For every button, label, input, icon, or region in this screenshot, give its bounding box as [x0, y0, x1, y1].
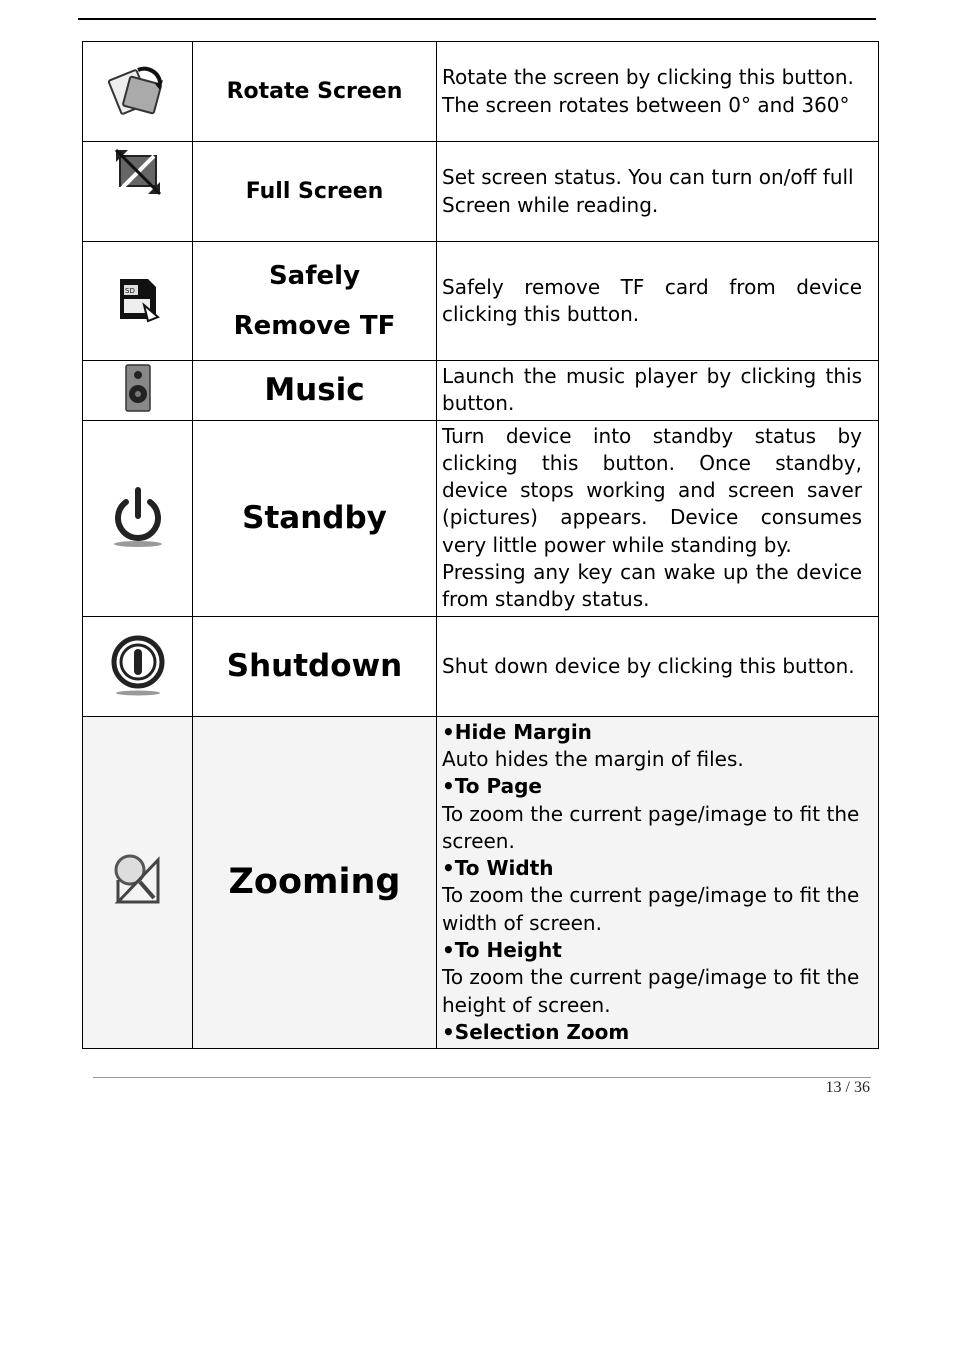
- feature-name: Music: [193, 361, 437, 421]
- description-paragraph: Pressing any key can wake up the device from standby status.: [442, 560, 862, 612]
- icon-cell: [83, 420, 193, 616]
- footer-rule: [93, 1077, 871, 1078]
- zoom-option-text: To zoom the current page/image to fit the height of screen.: [442, 965, 860, 1017]
- feature-description: Shut down device by clicking this button.: [437, 616, 879, 716]
- feature-description: Set screen status. You can turn on/off full Screen while reading.: [437, 142, 879, 242]
- table-row: [83, 142, 879, 242]
- feature-table: [82, 41, 879, 1049]
- feature-name: Rotate Screen: [193, 42, 437, 142]
- option-title: Hide Margin: [454, 719, 592, 744]
- zoom-option-text: To zoom the current page/image to fit the screen.: [442, 801, 860, 853]
- table-row: [83, 716, 879, 1049]
- feature-description: Rotate the screen by clicking this button. The screen rotates between 0° and 360°: [437, 42, 879, 142]
- option-title: To Height: [454, 938, 562, 963]
- svg-text:SD: SD: [124, 287, 135, 295]
- shutdown-icon: [108, 632, 168, 696]
- option-title: Selection Zoom: [454, 1019, 630, 1044]
- zoom-option-title: [442, 719, 862, 746]
- table-row: [83, 420, 879, 616]
- bullet: •: [442, 856, 455, 881]
- bullet: •: [442, 1019, 455, 1044]
- zoom-option-title: [442, 1019, 862, 1046]
- zoom-option-title: [442, 937, 862, 964]
- icon-cell: [83, 616, 193, 716]
- feature-name-line1: Safely: [268, 261, 361, 291]
- icon-cell: [83, 361, 193, 421]
- feature-name: [193, 242, 437, 361]
- rotate-screen-icon: [108, 60, 168, 120]
- top-rule: [78, 18, 876, 20]
- feature-name: Shutdown: [193, 616, 437, 716]
- bullet: •: [442, 774, 455, 799]
- bullet: •: [442, 719, 455, 744]
- feature-description: [437, 716, 879, 1049]
- feature-name: Zooming: [193, 716, 437, 1049]
- speaker-icon: [108, 363, 168, 413]
- bullet: •: [442, 938, 455, 963]
- power-icon: [108, 484, 168, 548]
- option-title: To Page: [454, 774, 542, 799]
- feature-name-line2: Remove TF: [233, 311, 396, 341]
- feature-description: Safely remove TF card from device clicking this button.: [437, 242, 879, 361]
- sd-card-icon: [108, 269, 168, 329]
- table-row: [83, 42, 879, 142]
- feature-name: Standby: [193, 420, 437, 616]
- zoom-icon: [108, 850, 168, 910]
- description-paragraph: Turn device into standby status by clicking this button. Once standby, device stops working and screen saver (pictures) appears. Device consumes very little power while standing by.: [442, 423, 862, 557]
- feature-description: Launch the music player by clicking this button.: [437, 361, 879, 421]
- zoom-option-text: To zoom the current page/image to fit the width of screen.: [442, 883, 860, 935]
- table-row: [83, 616, 879, 716]
- icon-cell: [83, 42, 193, 142]
- feature-description: [437, 420, 879, 616]
- option-title: To Width: [454, 856, 554, 881]
- icon-cell: [83, 142, 193, 242]
- icon-cell: [83, 716, 193, 1049]
- zoom-option-title: [442, 855, 862, 882]
- page-number: 13 / 36: [825, 1079, 870, 1096]
- full-screen-icon: [108, 144, 168, 204]
- table-row: [83, 242, 879, 361]
- icon-cell: [83, 242, 193, 361]
- feature-name: Full Screen: [193, 142, 437, 242]
- zoom-option-text: Auto hides the margin of files.: [442, 746, 744, 771]
- table-row: [83, 361, 879, 421]
- zoom-option-title: [442, 773, 862, 800]
